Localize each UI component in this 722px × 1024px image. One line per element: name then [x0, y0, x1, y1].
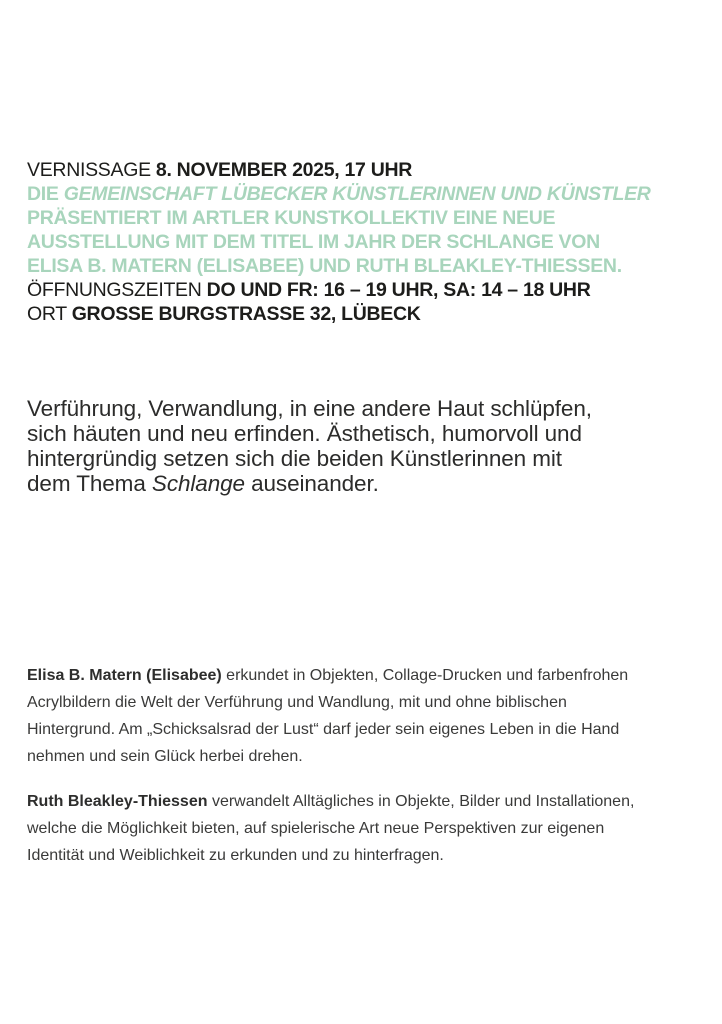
announcement-prefix: DIE	[27, 183, 64, 205]
bio-line: nehmen und sein Glück herbei drehen.	[27, 748, 303, 765]
intro-line-3: hintergründig setzen sich die beiden Künstlerinnen mit	[27, 446, 562, 471]
intro-line-4-text: dem Thema	[27, 471, 152, 496]
bio-line: Acrylbildern die Welt der Verführung und Wandlung, mit und ohne biblischen	[27, 694, 567, 711]
vernissage-label: VERNISSAGE	[27, 159, 156, 181]
organization-name: GEMEINSCHAFT LÜBECKER KÜNSTLERINNEN UND KÜNSTLER	[63, 183, 651, 205]
opening-hours-value: DO UND FR: 16 – 19 UHR, SA: 14 – 18 UHR	[206, 279, 591, 301]
artist-bio-ruth-bleakley-thiessen	[27, 788, 695, 869]
artist-name: Elisa B. Matern (Elisabee)	[27, 667, 222, 684]
artist-name: Ruth Bleakley-Thiessen	[27, 793, 208, 810]
announcement-line-2: PRÄSENTIERT IM ARTLER KUNSTKOLLEKTIV EINE NEUE	[27, 207, 556, 229]
opening-hours-line	[27, 278, 699, 302]
bio-line	[27, 662, 695, 689]
intro-line-4-text-end: auseinander.	[244, 471, 379, 496]
bio-line: welche die Möglichkeit bieten, auf spielerische Art neue Perspektiven zur eigenen	[27, 820, 605, 837]
intro-paragraph	[27, 396, 695, 496]
location-label: ORT	[27, 303, 72, 325]
bio-line	[27, 788, 695, 815]
announcement-line-3: AUSSTELLUNG MIT DEM TITEL IM JAHR DER SCHLANGE VON	[27, 231, 600, 253]
bio-line: Identität und Weiblichkeit zu erkunden und zu hinterfragen.	[27, 847, 444, 864]
bio-line: Hintergrund. Am „Schicksalsrad der Lust“ darf jeder sein eigenes Leben in die Hand	[27, 721, 620, 738]
artist-bios	[27, 662, 695, 869]
location-value: GROSSE BURGSTRASSE 32, LÜBECK	[71, 303, 421, 325]
announcement-line-1	[27, 182, 699, 206]
intro-line-2: sich häuten und neu erfinden. Ästhetisch, humorvoll und	[27, 421, 582, 446]
exhibition-theme-emphasis: Schlange	[151, 471, 245, 496]
bio-text: erkundet in Objekten, Collage-Drucken und farbenfrohen	[221, 667, 629, 684]
intro-line-4	[27, 471, 695, 496]
opening-hours-label: ÖFFNUNGSZEITEN	[27, 279, 207, 301]
vernissage-line	[27, 158, 699, 182]
announcement-line-4: ELISA B. MATERN (ELISABEE) UND RUTH BLEAKLEY-THIESSEN.	[27, 255, 622, 277]
intro-line-1: Verführung, Verwandlung, in eine andere Haut schlüpfen,	[27, 396, 592, 421]
location-line	[27, 302, 699, 326]
bio-text: verwandelt Alltägliches in Objekte, Bilder und Installationen,	[207, 793, 635, 810]
artist-bio-elisa-b-matern	[27, 662, 695, 770]
event-details-block	[27, 158, 699, 326]
vernissage-datetime: 8. NOVEMBER 2025, 17 UHR	[155, 159, 413, 181]
